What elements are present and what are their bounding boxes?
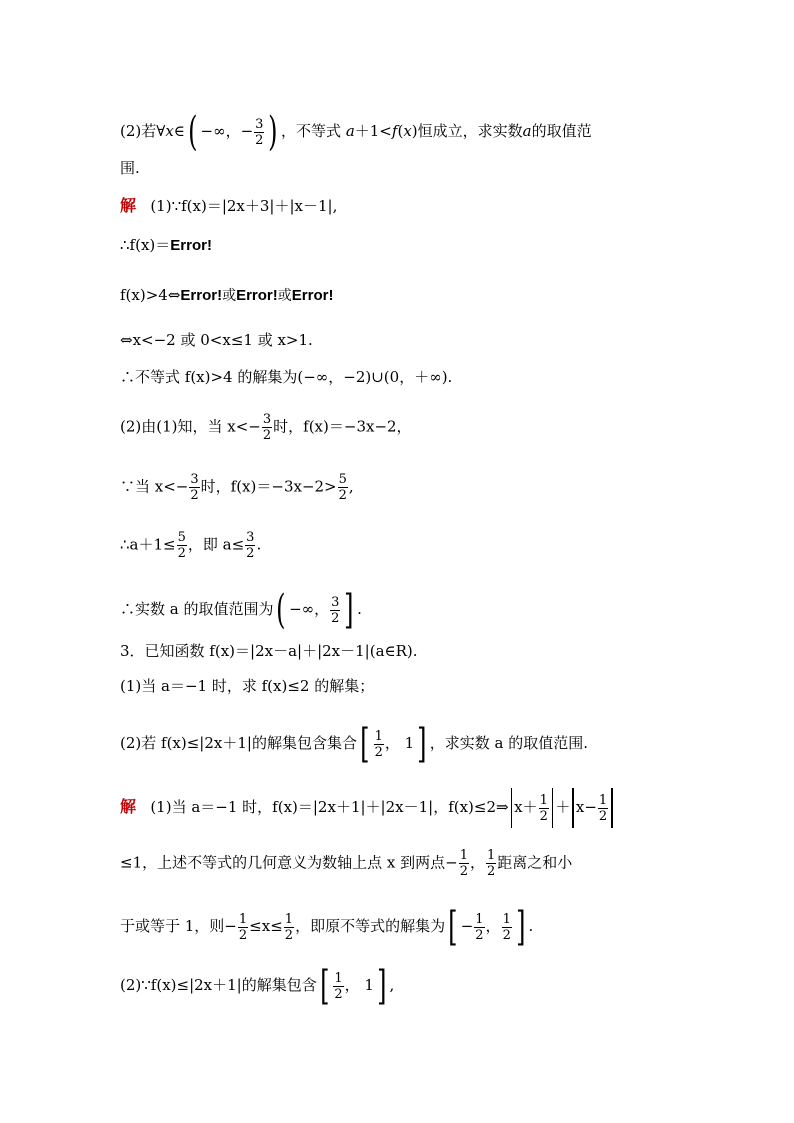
denominator: 2: [539, 808, 548, 824]
denominator: 2: [598, 808, 608, 824]
solution-label: 解: [120, 797, 137, 816]
denominator: 2: [486, 864, 496, 879]
numerator: 1: [238, 911, 248, 927]
abs-bar: [611, 788, 613, 828]
denominator: 2: [177, 546, 186, 561]
denominator: 2: [334, 986, 343, 1002]
denominator: 2: [246, 546, 255, 561]
numerator: 3: [262, 412, 272, 427]
text: 围.: [120, 159, 140, 177]
line-4: [120, 235, 212, 256]
line-16: [120, 848, 572, 879]
text: ∴不等式 f(x)>4 的解集为(−∞，−2)∪(0，＋∞).: [120, 368, 453, 386]
problem-3: 3．已知函数 f(x)＝|2x－a|＋|2x－1|(a∈R).: [120, 642, 418, 660]
line-6: [120, 330, 313, 350]
text: ≤1，上述不等式的几何意义为数轴上点 x 到两点−: [120, 853, 458, 872]
text: 或: [277, 288, 292, 304]
fraction: [474, 912, 484, 943]
denominator: 2: [502, 927, 511, 943]
text: (1)当 a＝−1 时，f(x)＝|2x＋1|＋|2x－1|，f(x)≤2⇒: [150, 798, 509, 816]
fraction: [189, 472, 199, 503]
text: −∞，−: [200, 122, 254, 140]
numerator: 5: [338, 472, 347, 487]
fraction: [245, 530, 255, 561]
text: ,: [389, 976, 395, 994]
text: x＋: [514, 798, 538, 816]
line-15: [120, 788, 615, 828]
fraction: [284, 912, 294, 943]
numerator: 3: [255, 116, 264, 132]
right-bracket: ]: [515, 904, 526, 950]
text: ＋: [555, 798, 571, 816]
line-14: [120, 721, 589, 767]
numerator: 1: [475, 911, 484, 927]
text: ， 1: [384, 734, 415, 752]
numerator: 1: [598, 792, 608, 808]
left-paren: (: [188, 109, 198, 155]
denominator: 2: [262, 428, 272, 443]
denominator: 2: [190, 488, 199, 503]
fraction: [330, 595, 340, 626]
text: f(x)>4⇔: [120, 286, 181, 304]
fraction: [333, 971, 343, 1002]
line-1: [120, 109, 592, 155]
text: ，不等式: [281, 122, 346, 140]
left-bracket: [: [360, 721, 370, 767]
text: .: [357, 600, 362, 618]
text: ， 1: [344, 976, 374, 994]
text: ∴a＋1≤: [120, 535, 176, 554]
text: ∈: [173, 122, 185, 140]
numerator: 3: [331, 594, 340, 610]
text: ，求实数 a 的取值范围.: [429, 734, 589, 752]
abs-bar: [511, 788, 513, 828]
fraction: [598, 793, 608, 824]
line-8: [120, 412, 412, 443]
line-17: [120, 904, 534, 950]
line-7: [120, 367, 452, 387]
text: f: [391, 122, 398, 140]
right-paren: ): [268, 109, 278, 155]
text: ，: [485, 917, 501, 935]
text: ＋1<: [354, 122, 392, 140]
error-text: Error!: [180, 287, 223, 304]
left-bracket: [: [319, 963, 330, 1009]
left-paren: (: [276, 587, 286, 633]
denominator: 2: [374, 744, 383, 760]
line-11: [120, 587, 362, 633]
text: ,: [348, 477, 354, 496]
text: (2)由(1)知，当 x<−: [120, 417, 261, 436]
fraction: [486, 848, 496, 879]
numerator: 1: [459, 848, 468, 863]
right-bracket: ]: [377, 963, 387, 1009]
text: 或: [222, 288, 237, 304]
text: .: [528, 917, 534, 935]
text: ，即原不等式的解集为: [295, 917, 446, 935]
denominator: 2: [255, 132, 264, 148]
text: 时，f(x)＝−3x−2>: [200, 477, 337, 496]
text: ⇔x<−2 或 0<x≤1 或 x>1.: [120, 331, 313, 349]
solution-label: 解: [120, 196, 137, 215]
text: (2)若 f(x)≤|2x＋1|的解集包含集合: [120, 734, 357, 752]
error-text: Error!: [291, 287, 334, 304]
numerator: 1: [374, 728, 383, 744]
denominator: 2: [475, 927, 484, 943]
numerator: 1: [284, 911, 294, 927]
text: x: [165, 122, 174, 140]
text: 时，f(x)＝−3x−2，: [273, 417, 412, 436]
fraction: [374, 729, 384, 760]
text: x: [403, 122, 412, 140]
line-9: [120, 472, 354, 503]
fraction: [177, 530, 187, 561]
text: ∴f(x)＝: [120, 236, 171, 254]
text: .: [256, 535, 262, 554]
numerator: 3: [246, 530, 255, 545]
text: 的取值范: [531, 122, 592, 140]
text: )恒成立，求实数: [411, 122, 523, 140]
fraction: [238, 912, 248, 943]
numerator: 1: [334, 970, 343, 986]
line-3: [120, 196, 337, 216]
text: ，: [469, 853, 485, 872]
fraction: [459, 848, 469, 879]
text: a: [345, 122, 355, 140]
numerator: 5: [177, 530, 186, 545]
text: x−: [575, 798, 597, 816]
abs-bar: [552, 788, 554, 828]
numerator: 1: [539, 792, 548, 808]
text: (: [397, 122, 404, 140]
fraction: [254, 117, 264, 148]
fraction: [502, 912, 512, 943]
numerator: 3: [190, 472, 199, 487]
text: (2)若∀: [120, 122, 166, 140]
abs-bar: [572, 788, 574, 828]
line-13: [120, 676, 374, 696]
denominator: 2: [338, 488, 347, 503]
text: (1)∵f(x)＝|2x＋3|＋|x－1|,: [150, 197, 338, 215]
error-text: Error!: [170, 237, 212, 254]
right-bracket: ]: [417, 721, 427, 767]
denominator: 2: [331, 610, 340, 626]
text: (1)当 a＝−1 时，求 f(x)≤2 的解集；: [120, 677, 375, 695]
line-2: [120, 158, 140, 178]
line-10: [120, 530, 261, 561]
text: (2)∵f(x)≤|2x＋1|的解集包含: [120, 976, 317, 994]
left-bracket: [: [448, 904, 458, 950]
fraction: [539, 793, 549, 824]
denominator: 2: [284, 927, 294, 943]
text: ，即 a≤: [187, 535, 245, 554]
line-18: [120, 963, 395, 1009]
text: a: [522, 122, 532, 140]
text: ∵当 x<−: [120, 477, 189, 496]
numerator: 1: [486, 848, 496, 863]
denominator: 2: [238, 927, 248, 943]
error-text: Error!: [236, 287, 278, 304]
fraction: [262, 412, 272, 443]
text: 距离之和小: [497, 853, 573, 872]
text: 于或等于 1，则−: [120, 917, 237, 935]
line-5: [120, 285, 333, 306]
text: ∴实数 a 的取值范围为: [120, 600, 274, 618]
denominator: 2: [459, 864, 468, 879]
numerator: 1: [502, 911, 511, 927]
text: −: [460, 917, 474, 935]
right-bracket: ]: [344, 587, 354, 633]
fraction: [338, 472, 348, 503]
text: −∞，: [289, 600, 330, 618]
line-12: [120, 641, 418, 661]
text: ≤x≤: [249, 917, 283, 935]
